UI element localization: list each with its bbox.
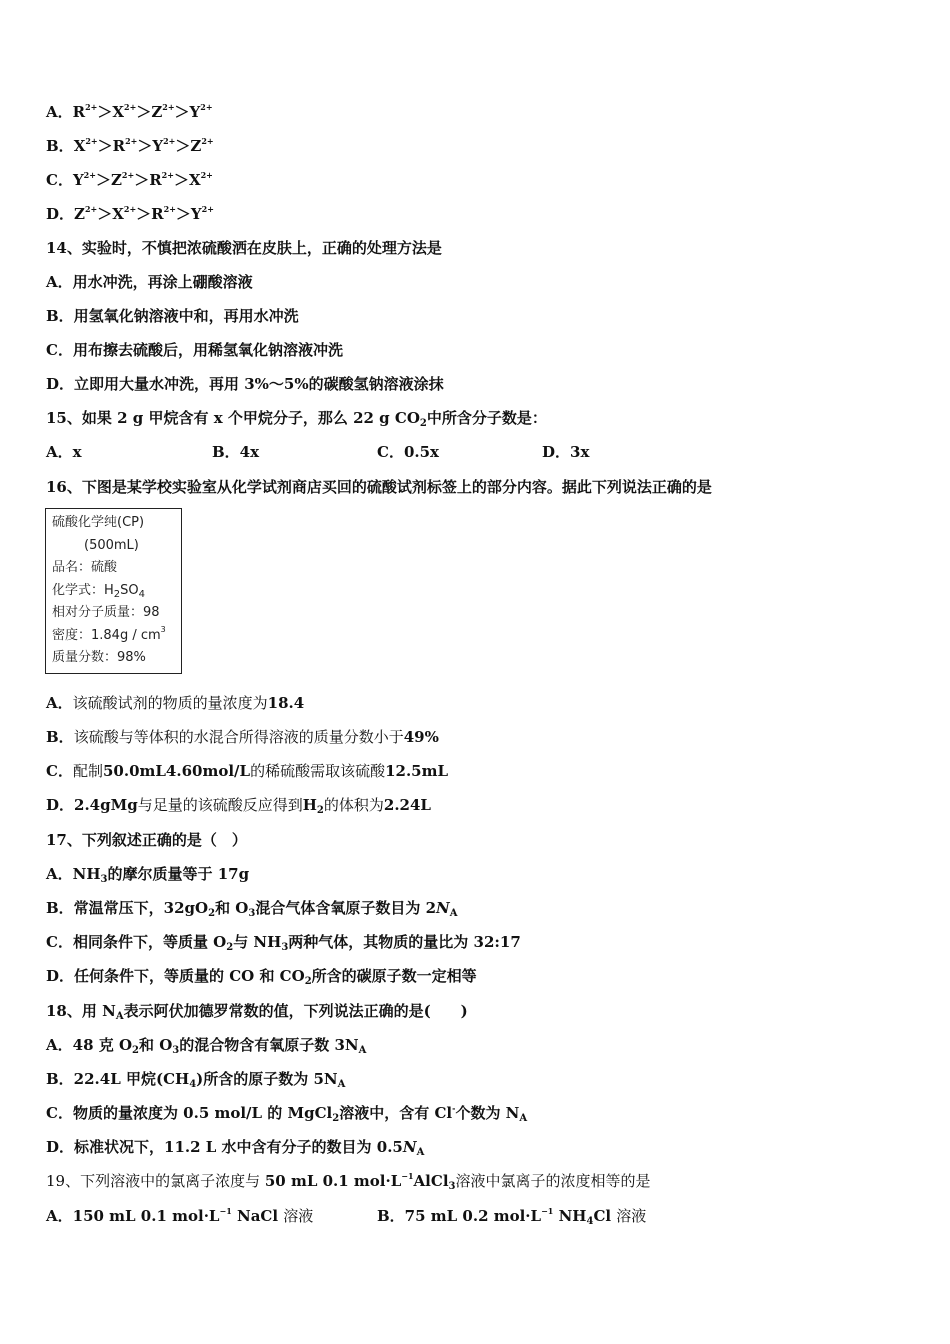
label-line-6: 密度：$1.84g / cm^3$ bbox=[52, 624, 166, 643]
q19-stem: 19、下列溶液中的氯离子浓度与 50 mL 0.1 $mol\cdot L^{-1}AlCl_3$溶液中氯离子的浓度相等的是 bbox=[46, 1171, 651, 1192]
q16-option-b: B．该硫酸与等体积的水混合所得溶液的质量分数小于49% bbox=[46, 728, 439, 746]
q15-option-c: C．0.5x bbox=[377, 443, 439, 461]
q13-option-b: B．$X^{2+}>R^{2+}>Y^{2+}>Z^{2+}$ bbox=[46, 136, 214, 155]
q17-option-b: B．常温常压下，$32gO_2$和 $O_3$混合气体含氧原子数目为 $2N_A$ bbox=[46, 899, 458, 919]
q17-option-c: C．相同条件下，等质量 $O_2$与 $NH_3$两种气体，其物质的量比为 32:17 bbox=[46, 933, 521, 953]
q15-option-a: A．x bbox=[46, 443, 82, 461]
q16-option-a: A．该硫酸试剂的物质的量浓度为18.4 bbox=[46, 694, 305, 712]
label-line-7: 质量分数：98% bbox=[52, 650, 146, 665]
q14-option-a: A．用水冲洗，再涂上硼酸溶液 bbox=[46, 273, 253, 291]
label-line-1: 硫酸化学纯(CP) bbox=[52, 515, 145, 530]
q15-option-d: D．3x bbox=[542, 443, 590, 461]
sulfuric-acid-label bbox=[45, 508, 182, 674]
q13-option-c: C．$Y^{2+}>Z^{2+}>R^{2+}>X^{2+}$ bbox=[46, 170, 213, 189]
q15-option-b: B．4x bbox=[212, 443, 260, 461]
q16-stem: 16、下图是某学校实验室从化学试剂商店买回的硫酸试剂标签上的部分内容。据此下列说法正确的是 bbox=[46, 478, 712, 496]
q14-option-b: B．用氢氧化钠溶液中和，再用水冲洗 bbox=[46, 307, 299, 325]
q15-stem: 15、如果 2 g 甲烷含有 x 个甲烷分子，那么 22 g $CO_2$中所含分子数是： bbox=[46, 409, 547, 429]
label-line-4: 化学式：$H_2SO_4$ bbox=[52, 582, 146, 600]
q18-option-a: A．48 克 $O_2$和 $O_3$的混合物含有氧原子数 $3N_A$ bbox=[46, 1036, 367, 1056]
q14-option-d: D．立即用大量水冲洗，再用 3%～5%的碳酸氢钠溶液涂抹 bbox=[46, 375, 444, 393]
q14-option-c: C．用布擦去硫酸后，用稀氢氧化钠溶液冲洗 bbox=[46, 341, 343, 359]
label-line-3: 品名：硫酸 bbox=[52, 560, 118, 575]
label-line-2: (500mL) bbox=[84, 537, 139, 553]
q16-option-c: C．配制50.0mL4.60mol/L的稀硫酸需取该硫酸12.5mL bbox=[46, 762, 449, 780]
label-line-5: 相对分子质量：98 bbox=[52, 605, 160, 620]
q14-stem: 14、实验时，不慎把浓硫酸洒在皮肤上，正确的处理方法是 bbox=[46, 239, 442, 257]
q18-option-c: C．物质的量浓度为 0.5 mol/L 的 MgCl$_2$溶液中，含有 Cl-个数为 $N_A$ bbox=[46, 1103, 528, 1124]
q18-stem: 18、用 $N_A$表示阿伏加德罗常数的值，下列说法正确的是( ) bbox=[46, 1002, 468, 1022]
q18-option-d: D．标准状况下，11.2 L 水中含有分子的数目为 $0.5N_A$ bbox=[46, 1138, 425, 1158]
q19-option-a: A．150 mL 0.1 $mol\cdot L^{-1}$ NaCl 溶液 bbox=[46, 1206, 314, 1225]
q13-option-a: A．$R^{2+}>X^{2+}>Z^{2+}>Y^{2+}$ bbox=[46, 102, 213, 121]
q16-option-d: D．2.4gMg与足量的该硫酸反应得到$H_2$的体积为2.24L bbox=[46, 796, 431, 816]
q13-option-d: D．$Z^{2+}>X^{2+}>R^{2+}>Y^{2+}$ bbox=[46, 204, 214, 223]
q17-option-a: A．$NH_3$的摩尔质量等于 17g bbox=[46, 865, 250, 885]
q19-option-b: B．75 mL 0.2 $mol\cdot L^{-1}$ $NH_4Cl$ 溶液 bbox=[377, 1206, 647, 1227]
q17-option-d: D．任何条件下，等质量的 CO 和 $CO_2$所含的碳原子数一定相等 bbox=[46, 967, 477, 987]
q18-option-b: B．22.4L 甲烷$(CH_4)$所含的原子数为 $5N_A$ bbox=[46, 1070, 346, 1090]
q17-stem: 17、下列叙述正确的是（ ） bbox=[46, 831, 247, 849]
